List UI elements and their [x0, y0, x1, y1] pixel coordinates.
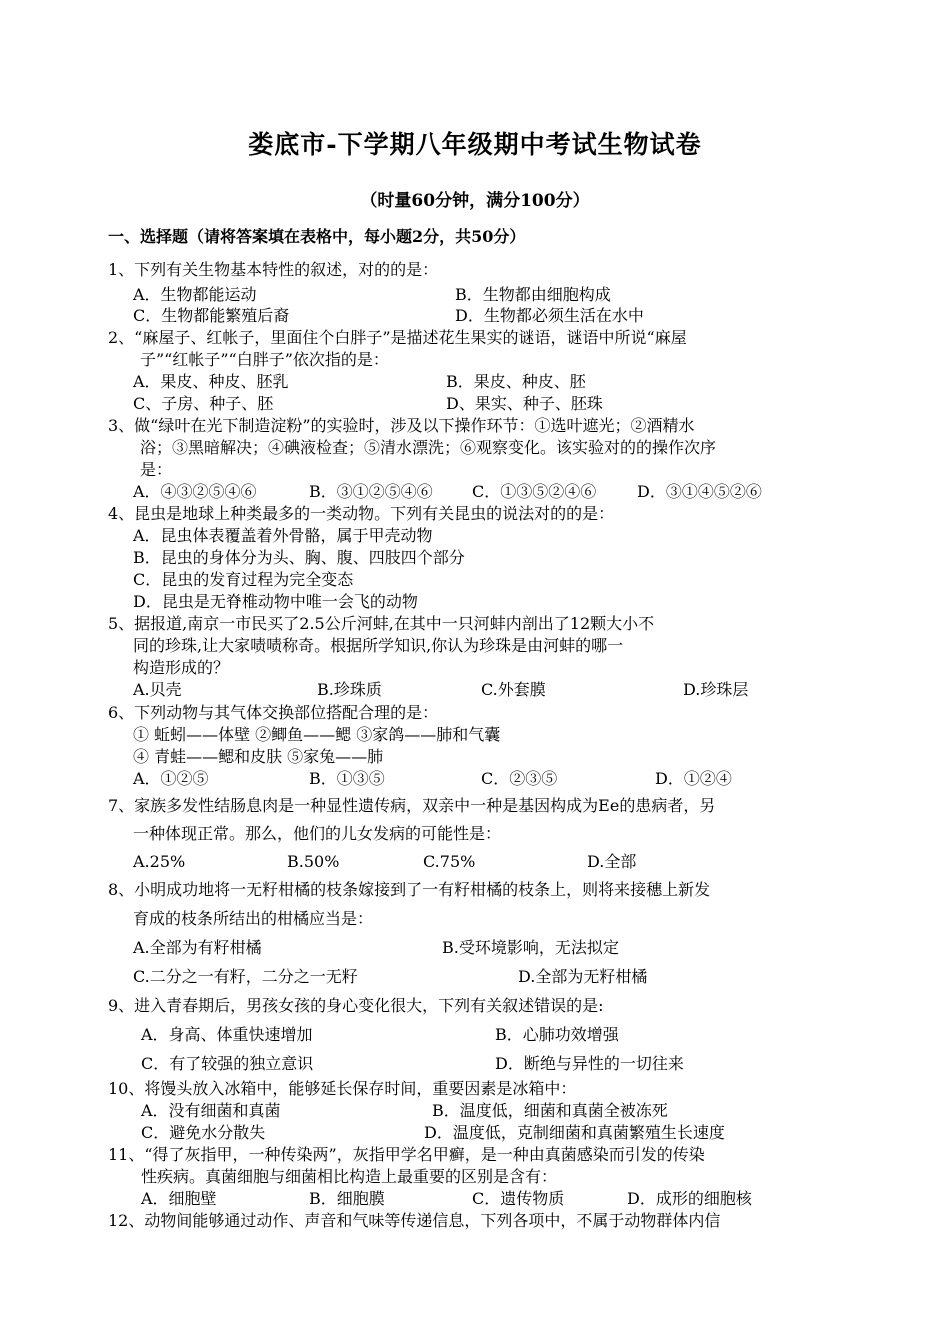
question-5-option-a: A.贝壳	[133, 680, 182, 699]
question-1-stem: 1、下列有关生物基本特性的叙述，对的的是：	[108, 260, 439, 279]
question-11-stem: 11、“得了灰指甲，一种传染两”，灰指甲学名甲癣，是一种由真菌感染而引发的传染	[108, 1145, 705, 1164]
question-7-stem: 一种体现正常。那么，他们的儿女发病的可能性是：	[133, 824, 502, 843]
question-6-pairs: ① 蚯蚓——体壁 ②鲫鱼——鳃 ③家鸽——肺和气囊	[133, 725, 501, 744]
question-9-option-d: D．断绝与异性的一切往来	[495, 1054, 684, 1073]
question-8-stem: 8、小明成功地将一无籽柑橘的枝条嫁接到了一有籽柑橘的枝条上，则将来接穗上新发	[108, 880, 711, 899]
question-1-option-a: A．生物都能运动	[133, 285, 257, 304]
question-8-option-c: C.二分之一有籽，二分之一无籽	[133, 967, 358, 986]
question-8-option-b: B.受环境影响，无法拟定	[442, 938, 619, 957]
question-2-stem: 子”“红帐子”“白胖子”依次指的是：	[140, 350, 389, 369]
question-6-stem: 6、下列动物与其气体交换部位搭配合理的是：	[108, 703, 439, 722]
question-9-option-a: A．身高、体重快速增加	[141, 1025, 313, 1044]
question-1-option-c: C．生物都能繁殖后裔	[133, 306, 290, 325]
question-4-option-a: A．昆虫体表覆盖着外骨骼，属于甲壳动物	[133, 526, 433, 545]
question-2-stem: 2、“麻屋子、红帐子，里面住个白胖子”是描述花生果实的谜语，谜语中所说“麻屋	[108, 328, 687, 347]
question-3-stem: 是：	[140, 460, 173, 479]
question-8-option-d: D.全部为无籽柑橘	[518, 967, 648, 986]
question-4-option-b: B．昆虫的身体分为头、胸、腹、四肢四个部分	[133, 548, 465, 567]
question-3-option-d: D．③①④⑤②⑥	[637, 482, 762, 501]
question-10-option-a: A．没有细菌和真菌	[141, 1101, 281, 1120]
question-6-option-b: B．①③⑤	[309, 769, 385, 788]
question-2-option-b: B．果皮、种皮、胚	[446, 372, 586, 391]
question-9-option-c: C．有了较强的独立意识	[141, 1054, 314, 1073]
question-5-option-b: B.珍珠质	[317, 680, 382, 699]
question-11-option-a: A．细胞壁	[141, 1189, 217, 1208]
question-10-stem: 10、将馒头放入冰箱中，能够延长保存时间，重要因素是冰箱中：	[108, 1079, 577, 1098]
question-4-option-c: C．昆虫的发育过程为完全变态	[133, 570, 354, 589]
question-5-stem: 5、据报道,南京一市民买了2.5公斤河蚌,在其中一只河蚌内剖出了12颗大小不	[108, 614, 655, 633]
question-6-option-a: A．①②⑤	[133, 769, 209, 788]
question-7-stem: 7、家族多发性结肠息肉是一种显性遗传病，双亲中一种是基因构成为Ee的患病者，另	[108, 796, 716, 815]
question-2-option-a: A．果皮、种皮、胚乳	[133, 372, 289, 391]
exam-subtitle: （时量60分钟，满分100分）	[360, 191, 590, 211]
question-11-option-d: D．成形的细胞核	[627, 1189, 752, 1208]
question-7-option-d: D.全部	[587, 852, 637, 871]
question-8-stem: 育成的枝条所结出的柑橘应当是：	[133, 909, 374, 928]
question-7-option-a: A.25%	[133, 852, 186, 871]
question-3-stem: 3、做“绿叶在光下制造淀粉”的实验时，涉及以下操作环节：①选叶遮光；②酒精水	[108, 416, 695, 435]
question-12-stem: 12、动物间能够通过动作、声音和气味等传递信息，下列各项中，不属于动物群体内信	[108, 1211, 721, 1230]
question-3-option-a: A．④③②⑤④⑥	[133, 482, 257, 501]
question-7-option-c: C.75%	[423, 852, 476, 871]
question-7-option-b: B.50%	[287, 852, 340, 871]
question-2-option-d: D、果实、种子、胚珠	[446, 394, 603, 413]
question-11-option-c: C．遗传物质	[472, 1189, 565, 1208]
question-11-stem: 性疾病。真菌细胞与细菌相比构造上最重要的区别是含有：	[141, 1167, 558, 1186]
section-heading: 一、选择题（请将答案填在表格中，每小题2分，共50分）	[108, 227, 526, 246]
question-4-stem: 4、昆虫是地球上种类最多的一类动物。下列有关昆虫的说法对的的是：	[108, 504, 615, 523]
question-10-option-b: B．温度低，细菌和真菌全被冻死	[432, 1101, 668, 1120]
question-1-option-d: D．生物都必须生活在水中	[455, 306, 644, 325]
question-9-option-b: B．心肺功效增强	[495, 1025, 619, 1044]
question-1-option-b: B．生物都由细胞构成	[455, 285, 611, 304]
question-3-option-b: B．③①②⑤④⑥	[309, 482, 433, 501]
question-6-pairs: ④ 青蛙——鳃和皮肤 ⑤家兔——肺	[133, 747, 384, 766]
question-10-option-c: C．避免水分散失	[141, 1123, 266, 1142]
question-4-option-d: D．昆虫是无脊椎动物中唯一会飞的动物	[133, 592, 418, 611]
question-2-option-c: C、子房、种子、胚	[133, 394, 274, 413]
question-8-option-a: A.全部为有籽柑橘	[133, 938, 262, 957]
question-3-option-c: C．①③⑤②④⑥	[472, 482, 597, 501]
question-5-option-c: C.外套膜	[481, 680, 546, 699]
question-3-stem: 浴；③黑暗解决；④碘液检查；⑤清水漂洗；⑥观察变化。该实验对的的操作次序	[140, 438, 717, 457]
question-5-stem: 构造形成的？	[133, 658, 230, 677]
question-5-stem: 同的珍珠,让大家啧啧称奇。根据所学知识,你认为珍珠是由河蚌的哪一	[133, 636, 624, 655]
question-9-stem: 9、进入青春期后，男孩女孩的身心变化很大，下列有关叙述错误的是:	[108, 996, 604, 1015]
question-10-option-d: D．温度低，克制细菌和真菌繁殖生长速度	[424, 1123, 725, 1142]
question-5-option-d: D.珍珠层	[683, 680, 749, 699]
question-11-option-b: B．细胞膜	[309, 1189, 385, 1208]
question-6-option-d: D．①②④	[655, 769, 732, 788]
page-title: 娄底市-下学期八年级期中考试生物试卷	[248, 130, 702, 159]
question-6-option-c: C．②③⑤	[481, 769, 558, 788]
